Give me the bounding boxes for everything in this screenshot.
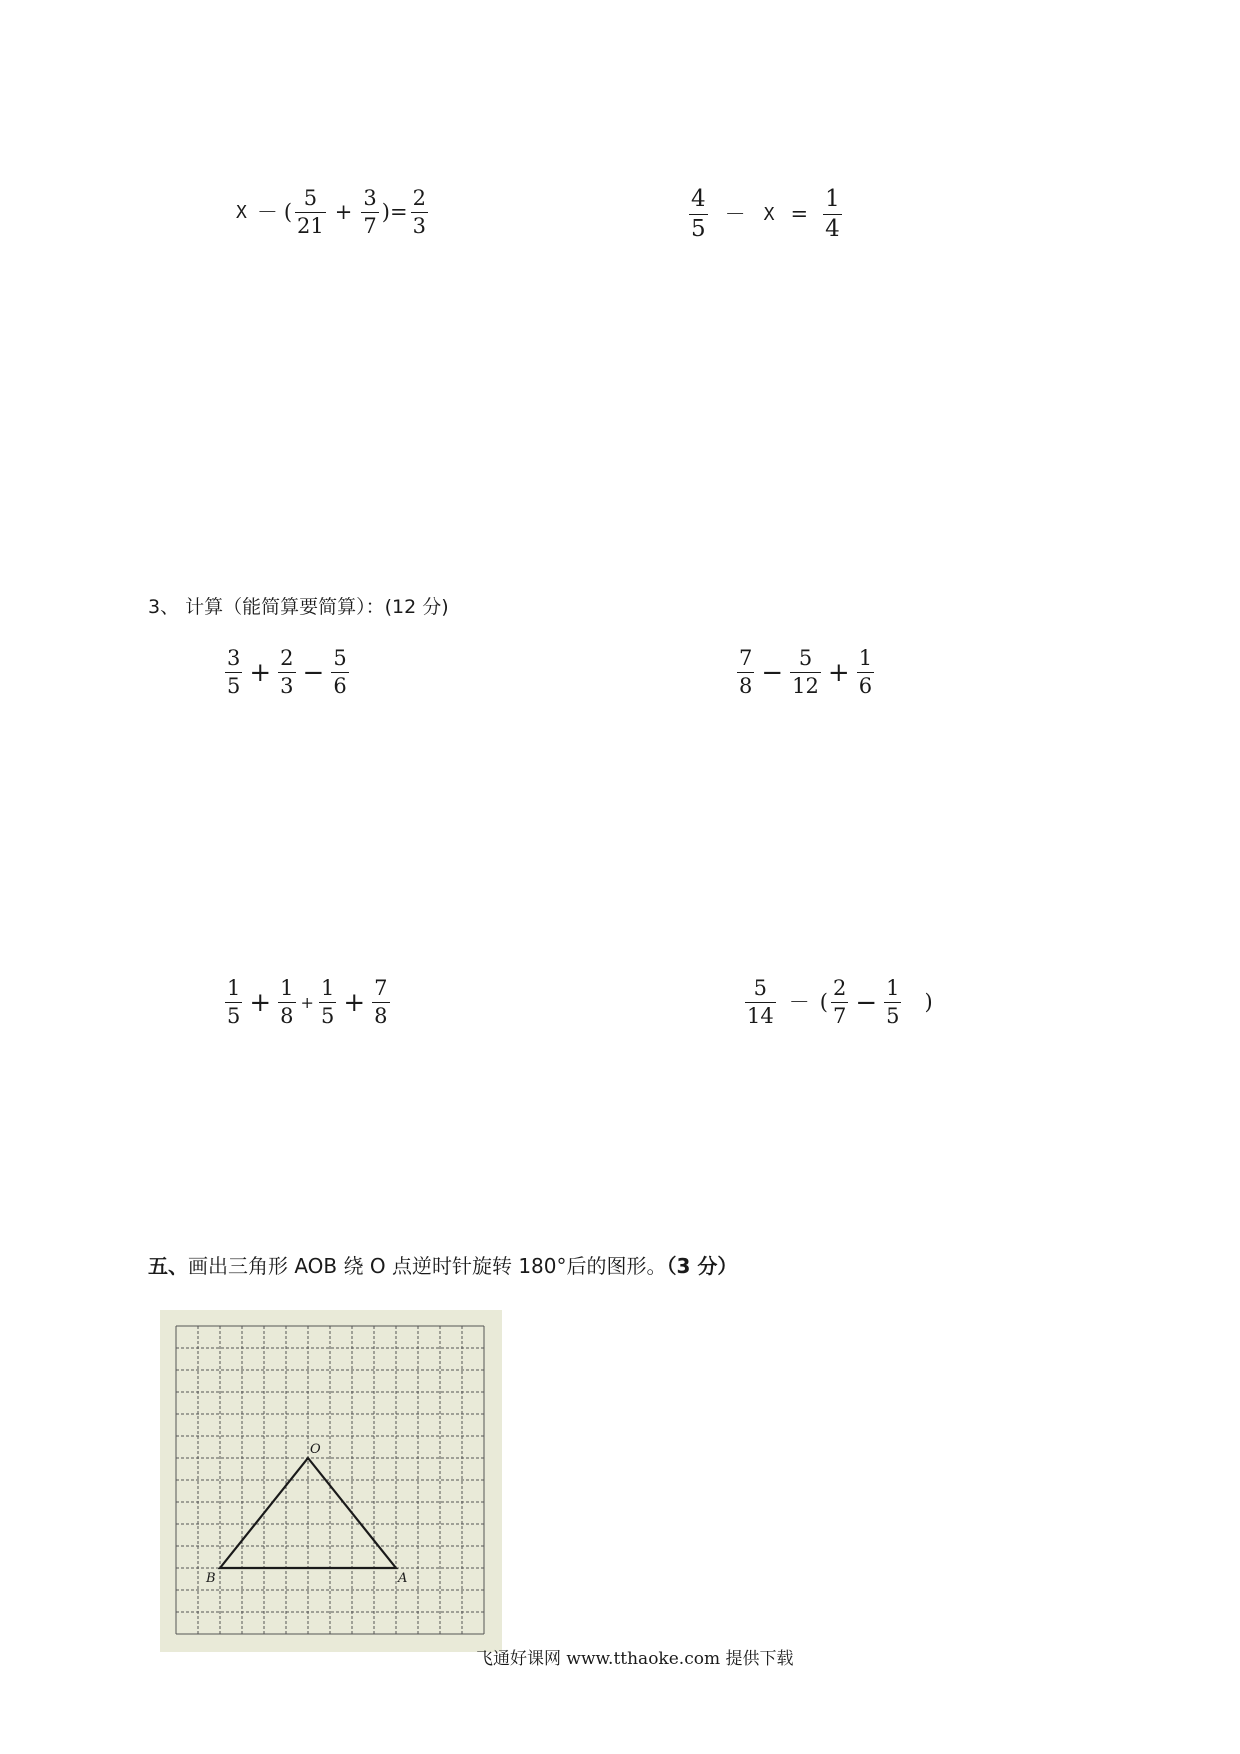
fraction xyxy=(857,648,874,697)
fraction xyxy=(278,648,295,697)
fraction xyxy=(823,188,842,241)
minus-sign: － xyxy=(788,990,810,1014)
right-paren: ) xyxy=(924,990,933,1014)
left-paren: ( xyxy=(283,200,293,224)
fraction xyxy=(689,188,708,241)
minus-sign: − xyxy=(761,657,784,688)
fraction xyxy=(411,188,428,237)
fraction xyxy=(790,648,821,697)
denominator: 3 xyxy=(280,674,294,698)
label-a: A xyxy=(398,1571,408,1586)
equation-1 xyxy=(232,188,431,237)
numerator: 7 xyxy=(739,646,753,670)
fraction xyxy=(319,978,336,1027)
var-x: X xyxy=(763,203,775,225)
numerator: 5 xyxy=(303,186,318,210)
var-x: X xyxy=(236,201,247,223)
equals-sign: = xyxy=(790,202,809,226)
denominator: 6 xyxy=(333,674,347,698)
numerator: 3 xyxy=(363,186,377,210)
label-o: O xyxy=(310,1442,321,1457)
plus-sign: + xyxy=(343,987,366,1018)
denominator: 8 xyxy=(374,1004,388,1028)
denominator: 5 xyxy=(227,1004,241,1028)
fraction xyxy=(361,188,378,237)
problem-2 xyxy=(734,648,877,697)
plus-sign: + xyxy=(827,657,850,688)
denominator: 7 xyxy=(832,1004,847,1028)
numerator: 2 xyxy=(832,976,847,1000)
denominator: 12 xyxy=(792,674,819,698)
section-5-text: 画出三角形 AOB 绕 O 点逆时针旋转 180°后的图形。 xyxy=(188,1254,667,1278)
denominator: 21 xyxy=(297,214,324,238)
minus-sign: − xyxy=(302,657,325,688)
numerator: 1 xyxy=(280,976,294,1000)
label-b: B xyxy=(206,1571,216,1586)
plus-sign: + xyxy=(249,657,272,688)
denominator: 8 xyxy=(280,1004,294,1028)
grid-svg xyxy=(160,1310,502,1652)
fraction xyxy=(278,978,295,1027)
denominator: 7 xyxy=(363,214,377,238)
problem-1 xyxy=(222,648,352,697)
minus-sign: － xyxy=(724,202,746,226)
denominator: 8 xyxy=(739,674,753,698)
grid-figure xyxy=(160,1310,502,1652)
section-number: 五、 xyxy=(148,1254,188,1278)
right-paren: ) xyxy=(381,200,390,224)
numerator: 5 xyxy=(333,646,347,670)
grid-lines xyxy=(176,1326,484,1634)
numerator: 2 xyxy=(280,646,294,670)
footer-text: 飞通好课网 www.tthaoke.com 提供下载 xyxy=(476,1649,794,1669)
denominator: 14 xyxy=(747,1004,774,1028)
numerator: 5 xyxy=(753,976,768,1000)
left-paren: ( xyxy=(819,990,828,1014)
plus-sign: + xyxy=(334,200,353,224)
points-label: （3 分） xyxy=(666,1254,738,1278)
numerator: 4 xyxy=(691,186,706,212)
numerator: 1 xyxy=(825,186,840,212)
fraction xyxy=(225,648,242,697)
denominator: 5 xyxy=(320,1004,335,1028)
numerator: 1 xyxy=(858,646,873,670)
denominator: 4 xyxy=(825,216,840,242)
numerator: 2 xyxy=(412,186,426,210)
denominator: 5 xyxy=(691,216,706,242)
numerator: 5 xyxy=(798,646,813,670)
numerator: 1 xyxy=(227,976,241,1000)
numerator: 3 xyxy=(227,646,241,670)
equals-sign: = xyxy=(389,200,408,224)
minus-sign: − xyxy=(855,987,878,1018)
problem-4 xyxy=(742,978,933,1027)
fraction xyxy=(737,648,754,697)
minus-sign: － xyxy=(256,200,278,224)
fraction xyxy=(745,978,776,1027)
fraction xyxy=(372,978,389,1027)
denominator: 3 xyxy=(412,214,426,238)
denominator: 5 xyxy=(227,674,241,698)
plus-sign: + xyxy=(300,992,314,1012)
plus-sign: + xyxy=(249,987,272,1018)
fraction xyxy=(884,978,901,1027)
fraction xyxy=(225,978,242,1027)
section-3-heading: 3、 计算（能简算要简算）：(12 分) xyxy=(148,596,449,618)
fraction xyxy=(831,978,848,1027)
denominator: 6 xyxy=(858,674,873,698)
numerator: 7 xyxy=(374,976,388,1000)
numerator: 1 xyxy=(320,976,335,1000)
section-5-heading xyxy=(148,1250,737,1279)
denominator: 5 xyxy=(886,1004,900,1028)
fraction xyxy=(331,648,348,697)
numerator: 1 xyxy=(886,976,900,1000)
equation-2 xyxy=(686,188,845,241)
problem-3 xyxy=(222,978,393,1027)
fraction xyxy=(295,188,326,237)
